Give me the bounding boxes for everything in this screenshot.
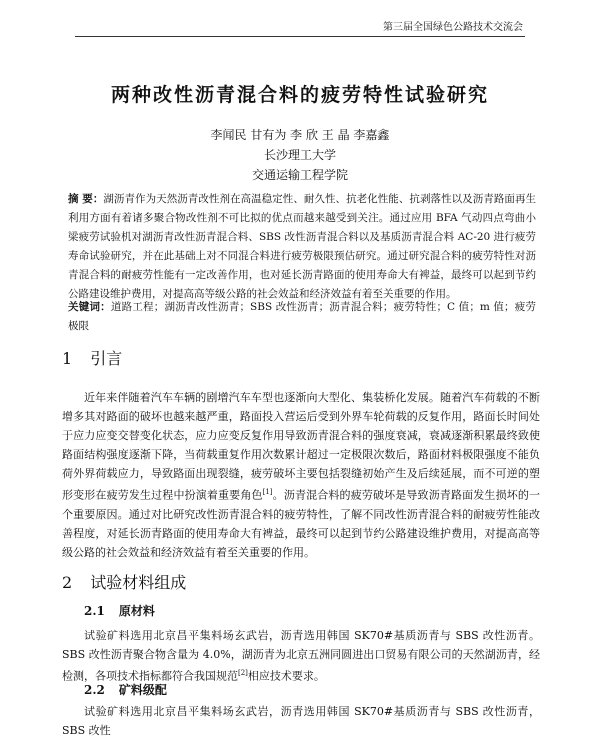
- running-head: 第三届全国绿色公路技术交流会: [383, 22, 523, 33]
- raw-materials-text-a: 试验矿料选用北京昌平集料场玄武岩，沥青选用韩国 SK70#基质沥青与 SBS 改性沥青。SBS 改性沥青聚合物含量为 4.0%，湖沥青为北京五洲同圆进出口贸易有限公司的天然湖沥青，经检测，各项技术指标都符合我国规范: [62, 629, 540, 683]
- affiliation-school: 交通运输工程学院: [251, 168, 348, 182]
- keywords-label: 关键词：: [68, 301, 111, 313]
- subsection-number: 2.2: [84, 683, 105, 697]
- keywords-text: 道路工程；湖沥青改性沥青；SBS 改性沥青；沥青混合料；疲劳特性；C 值；m 值；疲劳极限: [68, 301, 537, 332]
- raw-materials-text-b: 相应技术要求。: [247, 669, 325, 683]
- section-number: 1: [62, 349, 73, 368]
- citation: [2]: [238, 669, 248, 677]
- abstract-label: 摘 要：: [68, 193, 104, 205]
- raw-materials-paragraph: [62, 626, 540, 686]
- citation: [1]: [262, 488, 273, 496]
- subsection-heading-2-2: [84, 681, 167, 698]
- affiliation-university: 长沙理工大学: [263, 148, 336, 162]
- intro-text-a: 近年来伴随着汽车车辆的剧增汽车车型也逐渐向大型化、集装桥化发展。随着汽车荷载的不断增多其对路面的破坏也越来越严重，路面投入营运后受到外界车轮荷载的反复作用，路面长时间处于应力应变交替变化状态，应力应变反复作用导致沥青混合料的强度衰减，衰减逐渐积累最终致使路面结构强度逐渐下降，当荷载重复作用次数累计超过一定极限次数后，路面材料极限强度不能负荷外界荷载应力，导致路面出现裂缝，疲劳破坏主要包括裂缝初始产生及后续延展，而不可逆的塑形变形在疲劳发生过程中扮演着重要角色: [62, 391, 540, 502]
- section-title: 试验材料组成: [90, 573, 187, 592]
- header-rule: [75, 36, 525, 37]
- abstract-text: 湖沥青作为天然沥青改性剂在高温稳定性、耐久性、抗老化性能、抗剥落性以及沥青路面再生利用方面有着诸多聚合物改性剂不可比拟的优点而越来越受到关注。通过应用 BFA 气动四点弯曲小梁疲劳试验机对湖沥青改性沥青混合料、SBS 改性沥青混合料以及基质沥青混合料 AC-20 进行疲劳寿命试验研究，并在此基础上对不同混合料进行疲劳极限预估研究。通过研究混合料的疲劳特性对沥青混合料的耐疲劳性能有一定改善作用，也对延长沥青路面的使用寿命大有裨益，最终可以起到节约公路建设维护费用，对提高高等级公路的社会效益和经济效益有着至关重要的作用。: [68, 193, 537, 300]
- author-list: 李闻民 甘有为 李 欣 王 晶 李嘉鑫: [210, 128, 390, 142]
- section-heading-1: [62, 346, 122, 369]
- intro-text-b: 。沥青混合料的疲劳破坏是导致沥青路面发生损坏的一个重要原因。通过对比研究改性沥青混合料的疲劳特性，了解不同改性沥青混合料的耐疲劳性能改善程度，对延长沥青路面的使用寿命大有裨益，最终可以起到节约公路建设维护费用，对提高高等级公路的社会效益和经济效益有着至关重要的作用。: [62, 488, 541, 559]
- subsection-title: 矿料级配: [118, 683, 167, 697]
- section-heading-2: [62, 570, 186, 593]
- section-number: 2: [62, 573, 73, 592]
- subsection-title: 原材料: [118, 604, 155, 618]
- intro-paragraph: [62, 388, 540, 562]
- abstract: [68, 190, 536, 304]
- subsection-number: 2.1: [84, 604, 105, 618]
- subsection-heading-2-1: [84, 602, 155, 619]
- keywords: [68, 298, 536, 336]
- gradation-paragraph: 试验矿料选用北京昌平集料场玄武岩，沥青选用韩国 SK70#基质沥青与 SBS 改性沥青，SBS 改性: [62, 705, 540, 737]
- section-title: 引言: [90, 349, 123, 368]
- paper-title: 两种改性沥青混合料的疲劳特性试验研究: [110, 84, 489, 106]
